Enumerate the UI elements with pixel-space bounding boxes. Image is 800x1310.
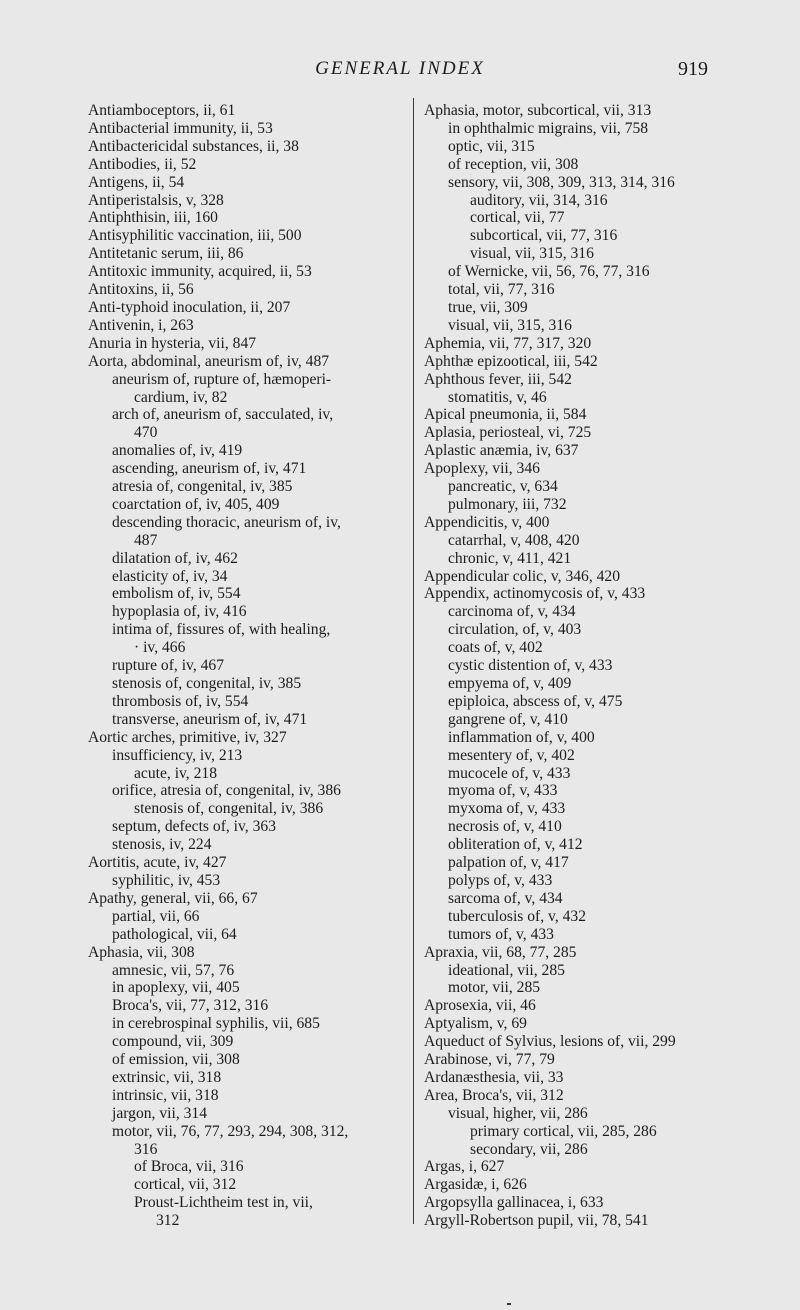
index-entry: Argyll-Robertson pupil, vii, 78, 541: [424, 1212, 649, 1230]
index-subentry: intima of, fissures of, with healing,: [112, 621, 331, 639]
index-subentry: orifice, atresia of, congenital, iv, 386: [112, 782, 341, 800]
index-subentry: pathological, vii, 64: [112, 925, 237, 943]
index-subentry: subcortical, vii, 77, 316: [470, 227, 618, 245]
index-subentry: auditory, vii, 314, 316: [470, 191, 608, 209]
index-subentry: polyps of, v, 433: [448, 871, 553, 889]
index-subentry: jargon, vii, 314: [112, 1104, 208, 1122]
index-subentry: stenosis, iv, 224: [112, 836, 212, 854]
index-subentry: 470: [134, 424, 158, 442]
index-subentry: syphilitic, iv, 453: [112, 871, 221, 889]
index-subentry: anomalies of, iv, 419: [112, 442, 243, 460]
index-subentry: · iv, 466: [134, 639, 186, 657]
index-entry: Argasidæ, i, 626: [424, 1176, 527, 1194]
index-entry: Apathy, general, vii, 66, 67: [88, 889, 258, 907]
index-subentry: carcinoma of, v, 434: [448, 603, 576, 621]
index-entry: Aplasia, periosteal, vi, 725: [424, 424, 592, 442]
index-subentry: gangrene of, v, 410: [448, 710, 568, 728]
index-subentry: ideational, vii, 285: [448, 961, 565, 979]
index-entry: Aqueduct of Sylvius, lesions of, vii, 299: [424, 1033, 676, 1051]
index-entry: Argopsylla gallinacea, i, 633: [424, 1194, 604, 1212]
index-subentry: coarctation of, iv, 405, 409: [112, 495, 280, 513]
index-entry: Antitoxic immunity, acquired, ii, 53: [88, 263, 312, 281]
index-subentry: visual, higher, vii, 286: [448, 1104, 588, 1122]
page-header: [0, 58, 800, 88]
index-column-left: [88, 102, 410, 1230]
index-entry: Antivenin, i, 263: [88, 316, 194, 334]
index-subentry: extrinsic, vii, 318: [112, 1068, 222, 1086]
index-entry: Antiamboceptors, ii, 61: [88, 102, 236, 119]
running-title: GENERAL INDEX: [315, 58, 485, 79]
index-subentry: Proust-Lichtheim test in, vii,: [134, 1194, 313, 1212]
index-subentry: myxoma of, v, 433: [448, 800, 566, 818]
index-entry: Antitoxins, ii, 56: [88, 281, 194, 299]
index-entry: Aphthæ epizootical, iii, 542: [424, 352, 598, 370]
index-subentry: 316: [134, 1140, 158, 1158]
index-entry: Anuria in hysteria, vii, 847: [88, 334, 257, 352]
index-subentry: empyema of, v, 409: [448, 675, 572, 692]
index-entry: Antiperistalsis, v, 328: [88, 191, 224, 209]
index-subentry: pulmonary, iii, 732: [448, 495, 567, 513]
index-entry: Appendix, actinomycosis of, v, 433: [424, 585, 646, 603]
print-mark: [507, 1303, 511, 1305]
index-entry: Aphemia, vii, 77, 317, 320: [424, 334, 592, 352]
index-subentry: septum, defects of, iv, 363: [112, 818, 276, 836]
index-entry: Apical pneumonia, ii, 584: [424, 406, 587, 424]
index-entry: Aorta, abdominal, aneurism of, iv, 487: [88, 352, 330, 370]
index-subentry: acute, iv, 218: [134, 764, 217, 782]
index-column-right: [424, 102, 754, 1230]
index-subentry: atresia of, congenital, iv, 385: [112, 478, 293, 496]
index-entry: Antibodies, ii, 52: [88, 155, 197, 173]
index-entry: Aprosexia, vii, 46: [424, 997, 536, 1015]
index-subentry: true, vii, 309: [448, 298, 528, 316]
index-subentry: stomatitis, v, 46: [448, 388, 547, 406]
index-subentry: transverse, aneurism of, iv, 471: [112, 710, 308, 728]
index-entry: Antibactericidal substances, ii, 38: [88, 137, 299, 155]
index-subentry: tuberculosis of, v, 432: [448, 907, 587, 925]
index-subentry: descending thoracic, aneurism of, iv,: [112, 513, 341, 531]
index-subentry: in ophthalmic migrains, vii, 758: [448, 119, 649, 137]
index-entry: Apraxia, vii, 68, 77, 285: [424, 943, 577, 961]
index-entry: Ardanæsthesia, vii, 33: [424, 1068, 564, 1086]
index-subentry: 487: [134, 531, 158, 549]
index-subentry: myoma of, v, 433: [448, 782, 558, 800]
index-subentry: visual, vii, 315, 316: [448, 316, 572, 334]
index-entry: Antisyphilitic vaccination, iii, 500: [88, 227, 302, 245]
index-subentry: pancreatic, v, 634: [448, 478, 558, 496]
index-entry: Aortitis, acute, iv, 427: [88, 854, 227, 872]
index-subentry: circulation, of, v, 403: [448, 621, 582, 639]
index-subentry: catarrhal, v, 408, 420: [448, 531, 580, 549]
index-subentry: elasticity of, iv, 34: [112, 567, 228, 585]
index-subentry: rupture of, iv, 467: [112, 657, 225, 675]
index-entry: Aphasia, vii, 308: [88, 943, 195, 961]
index-subentry: coats of, v, 402: [448, 639, 543, 657]
index-subentry: cortical, vii, 77: [470, 209, 565, 227]
index-subentry: of Wernicke, vii, 56, 76, 77, 316: [448, 263, 650, 281]
index-entry: Antiphthisin, iii, 160: [88, 209, 218, 227]
index-subentry: 312: [156, 1212, 180, 1230]
index-entry: Aplastic anæmia, iv, 637: [424, 442, 579, 460]
index-subentry: total, vii, 77, 316: [448, 281, 555, 299]
index-subentry: of Broca, vii, 316: [134, 1158, 244, 1176]
index-subentry: tumors of, v, 433: [448, 925, 554, 943]
index-subentry: cardium, iv, 82: [134, 388, 228, 406]
index-subentry: partial, vii, 66: [112, 907, 200, 925]
index-subentry: optic, vii, 315: [448, 137, 535, 155]
index-entry: Aphthous fever, iii, 542: [424, 370, 572, 388]
index-subentry: arch of, aneurism of, sacculated, iv,: [112, 406, 334, 424]
index-subentry: primary cortical, vii, 285, 286: [470, 1122, 657, 1140]
index-subentry: amnesic, vii, 57, 76: [112, 961, 235, 979]
index-subentry: intrinsic, vii, 318: [112, 1086, 219, 1104]
index-subentry: in apoplexy, vii, 405: [112, 979, 240, 997]
index-entry: Antigens, ii, 54: [88, 173, 185, 191]
index-entry: Arabinose, vi, 77, 79: [424, 1051, 555, 1069]
index-subentry: hypoplasia of, iv, 416: [112, 603, 247, 621]
index-subentry: cystic distention of, v, 433: [448, 657, 613, 675]
index-subentry: insufficiency, iv, 213: [112, 746, 243, 764]
index-subentry: mucocele of, v, 433: [448, 764, 571, 782]
index-subentry: necrosis of, v, 410: [448, 818, 562, 836]
index-entry: Aptyalism, v, 69: [424, 1015, 527, 1033]
index-subentry: cortical, vii, 312: [134, 1176, 237, 1194]
index-subentry: obliteration of, v, 412: [448, 836, 583, 854]
index-subentry: sarcoma of, v, 434: [448, 889, 563, 907]
index-subentry: embolism of, iv, 554: [112, 585, 241, 603]
index-subentry: compound, vii, 309: [112, 1033, 234, 1051]
index-subentry: secondary, vii, 286: [470, 1140, 588, 1158]
index-subentry: motor, vii, 76, 77, 293, 294, 308, 312,: [112, 1122, 349, 1140]
index-subentry: of emission, vii, 308: [112, 1051, 240, 1069]
index-subentry: mesentery of, v, 402: [448, 746, 575, 764]
index-entry: Aphasia, motor, subcortical, vii, 313: [424, 102, 652, 119]
index-subentry: chronic, v, 411, 421: [448, 549, 572, 567]
index-subentry: thrombosis of, iv, 554: [112, 692, 249, 710]
index-entry: Anti-typhoid inoculation, ii, 207: [88, 298, 291, 316]
index-entry: Appendicular colic, v, 346, 420: [424, 567, 621, 585]
index-entry: Area, Broca's, vii, 312: [424, 1086, 564, 1104]
index-subentry: visual, vii, 315, 316: [470, 245, 594, 263]
index-subentry: inflammation of, v, 400: [448, 728, 595, 746]
index-subentry: epiploica, abscess of, v, 475: [448, 692, 623, 710]
index-entry: Apoplexy, vii, 346: [424, 460, 540, 478]
page-number: 919: [678, 58, 708, 80]
index-entry: Aortic arches, primitive, iv, 327: [88, 728, 287, 746]
index-subentry: motor, vii, 285: [448, 979, 541, 997]
index-entry: Antibacterial immunity, ii, 53: [88, 119, 273, 137]
index-subentry: ascending, aneurism of, iv, 471: [112, 460, 307, 478]
index-subentry: of reception, vii, 308: [448, 155, 579, 173]
index-entry: Argas, i, 627: [424, 1158, 505, 1176]
index-subentry: sensory, vii, 308, 309, 313, 314, 316: [448, 173, 675, 191]
index-entry: Antitetanic serum, iii, 86: [88, 245, 244, 263]
index-subentry: stenosis of, congenital, iv, 386: [134, 800, 324, 818]
index-subentry: dilatation of, iv, 462: [112, 549, 238, 567]
index-subentry: stenosis of, congenital, iv, 385: [112, 675, 302, 692]
index-subentry: in cerebrospinal syphilis, vii, 685: [112, 1015, 320, 1033]
index-entry: Appendicitis, v, 400: [424, 513, 550, 531]
column-divider: [413, 98, 414, 1224]
index-subentry: Broca's, vii, 77, 312, 316: [112, 997, 269, 1015]
index-subentry: palpation of, v, 417: [448, 854, 569, 872]
index-subentry: aneurism of, rupture of, hæmoperi-: [112, 370, 332, 388]
